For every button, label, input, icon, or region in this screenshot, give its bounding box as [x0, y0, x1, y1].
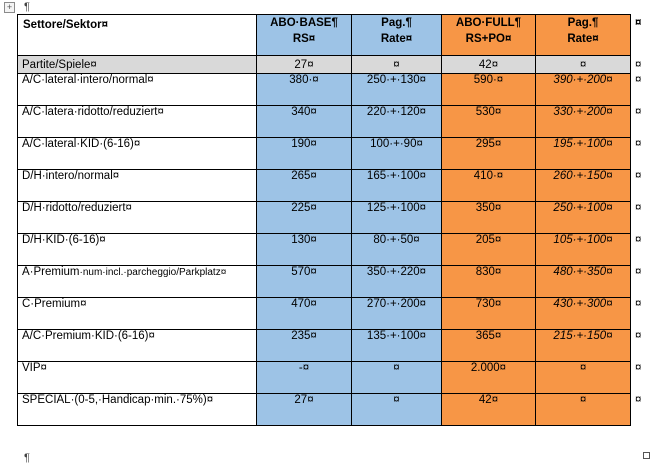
table-row	[18, 74, 641, 106]
sector-cell	[18, 170, 257, 202]
abo-base-installments: 80·+·50¤	[352, 234, 442, 266]
sector-label: A/C·lateral·intero/normal¤	[22, 74, 154, 86]
table-row	[18, 394, 641, 426]
abo-base-price: 190¤	[257, 138, 352, 170]
sector-label: VIP¤	[22, 362, 47, 374]
abo-full-price: 410·¤	[442, 170, 536, 202]
abo-base-price: 225¤	[257, 202, 352, 234]
sector-cell	[18, 74, 257, 106]
table-row	[18, 266, 641, 298]
abo-base-price: 340¤	[257, 106, 352, 138]
row-end-mark: ¤	[635, 393, 642, 406]
header-sector: Settore/Sektor¤	[18, 15, 257, 56]
abo-base-price: 265¤	[257, 170, 352, 202]
table-row	[18, 170, 641, 202]
abo-base-installments: 270·+·200¤	[352, 298, 442, 330]
header-row	[18, 15, 641, 56]
abo-base-price: 470¤	[257, 298, 352, 330]
row-end-mark: ¤	[635, 361, 642, 374]
partite-label: Partite/Spiele¤	[18, 56, 257, 74]
row-end-mark: ¤	[635, 201, 642, 214]
paragraph-mark: ¶	[24, 1, 30, 13]
abo-full-price: 42¤	[442, 394, 536, 426]
sector-label: SPECIAL·(0-5,·Handicap·min.·75%)¤	[22, 394, 214, 406]
row-end-mark: ¤	[635, 105, 642, 118]
row-end-mark: ¤	[635, 329, 642, 342]
sector-cell	[18, 106, 257, 138]
sector-label: A/C·Premium·KID·(6-16)¤	[22, 330, 155, 342]
abo-full-installments: 390·+·200¤	[536, 74, 631, 106]
sector-cell	[18, 394, 257, 426]
sector-cell	[18, 138, 257, 170]
abo-base-price: 570¤	[257, 266, 352, 298]
row-end-mark: ¤	[635, 265, 642, 278]
abo-full-installments: 195·+·100¤	[536, 138, 631, 170]
table-row	[18, 330, 641, 362]
partite-rate-base: ¤	[352, 56, 442, 74]
sector-label: A/C·lateral·KID·(6-16)¤	[22, 138, 141, 150]
abo-full-installments: 330·+·200¤	[536, 106, 631, 138]
header-rate-base: Pag.¶ Rate¤	[352, 15, 442, 56]
partite-abo-full: 42¤	[442, 56, 536, 74]
paragraph-mark: ¶	[24, 452, 30, 464]
table-row	[18, 106, 641, 138]
sector-cell	[18, 298, 257, 330]
partite-row	[18, 56, 641, 74]
sector-label: C·Premium¤	[22, 298, 87, 310]
row-end-mark: ¤	[635, 73, 642, 86]
abo-full-price: 730¤	[442, 298, 536, 330]
partite-rate-full: ¤	[536, 56, 631, 74]
row-end-mark: ¤	[635, 137, 642, 150]
abo-full-price: 350¤	[442, 202, 536, 234]
row-end-mark: ¤	[635, 169, 642, 182]
sector-label: D/H·KID·(6-16)¤	[22, 234, 106, 246]
sector-label: D/H·ridotto/reduziert¤	[22, 202, 132, 214]
abo-full-installments: 430·+·300¤	[536, 298, 631, 330]
row-end-mark: ¤	[635, 58, 642, 71]
abo-full-price: 205¤	[442, 234, 536, 266]
abo-base-installments: 350·+·220¤	[352, 266, 442, 298]
abo-full-price: 295¤	[442, 138, 536, 170]
table-row	[18, 202, 641, 234]
abo-base-installments: 135·+·100¤	[352, 330, 442, 362]
abo-full-installments: 250·+·100¤	[536, 202, 631, 234]
abo-full-price: 365¤	[442, 330, 536, 362]
abo-base-installments: ¤	[352, 394, 442, 426]
abo-full-installments: ¤	[536, 394, 631, 426]
abo-full-installments: 105·+·100¤	[536, 234, 631, 266]
sector-cell	[18, 362, 257, 394]
abo-base-installments: 165·+·100¤	[352, 170, 442, 202]
price-table	[17, 14, 641, 426]
table-row	[18, 362, 641, 394]
abo-full-installments: 260·+·150¤	[536, 170, 631, 202]
table-row	[18, 298, 641, 330]
abo-base-installments: 250·+·130¤	[352, 74, 442, 106]
header-abo-base: ABO·BASE¶ RS¤	[257, 15, 352, 56]
sector-cell	[18, 202, 257, 234]
abo-full-price: 530¤	[442, 106, 536, 138]
header-rate-full: Pag.¶ Rate¤	[536, 15, 631, 56]
sector-label: A·Premium	[22, 266, 80, 278]
sector-cell	[18, 234, 257, 266]
abo-full-price: 590·¤	[442, 74, 536, 106]
abo-base-installments: 100·+·90¤	[352, 138, 442, 170]
sector-cell	[18, 266, 257, 298]
sector-label: D/H·intero/normal¤	[22, 170, 120, 182]
abo-base-price: 380·¤	[257, 74, 352, 106]
abo-full-installments: 215·+·150¤	[536, 330, 631, 362]
sector-note: ·num·incl.·parcheggio/Parkplatz¤	[79, 267, 227, 278]
abo-base-price: 27¤	[257, 394, 352, 426]
abo-base-price: 235¤	[257, 330, 352, 362]
abo-base-installments: 220·+·120¤	[352, 106, 442, 138]
table-row	[18, 138, 641, 170]
abo-base-price: 130¤	[257, 234, 352, 266]
row-end-mark: ¤	[635, 297, 642, 310]
abo-base-installments: 125·+·100¤	[352, 202, 442, 234]
partite-abo-base: 27¤	[257, 56, 352, 74]
abo-full-price: 2.000¤	[442, 362, 536, 394]
sector-cell	[18, 330, 257, 362]
row-end-mark: ¤	[635, 16, 642, 29]
table-move-handle-icon[interactable]: +	[4, 2, 15, 13]
table-row	[18, 234, 641, 266]
sector-label: A/C·latera·ridotto/reduziert¤	[22, 106, 164, 118]
abo-base-installments: ¤	[352, 362, 442, 394]
row-end-mark: ¤	[635, 233, 642, 246]
header-abo-full: ABO·FULL¶ RS+PO¤	[442, 15, 536, 56]
abo-base-price: -¤	[257, 362, 352, 394]
abo-full-installments: 480·+·350¤	[536, 266, 631, 298]
abo-full-price: 830¤	[442, 266, 536, 298]
abo-full-installments: ¤	[536, 362, 631, 394]
table-resize-handle[interactable]	[643, 452, 650, 459]
